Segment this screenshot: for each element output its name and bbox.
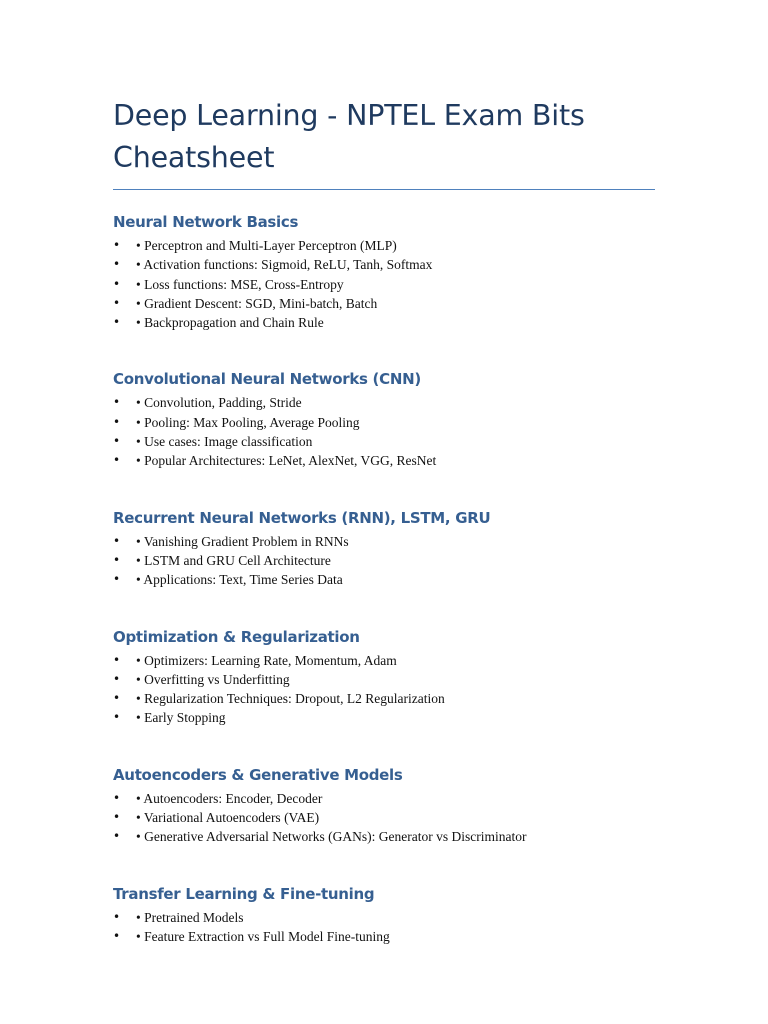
list-item [113, 313, 655, 332]
list-item-text: • Optimizers: Learning Rate, Momentum, Adam [136, 652, 397, 668]
list-item [113, 275, 655, 294]
list-item-text: • Generative Adversarial Networks (GANs): Generator vs Discriminator [136, 829, 527, 845]
list-item [113, 432, 655, 451]
section-heading: Neural Network Basics [113, 213, 299, 231]
list-item [113, 451, 655, 470]
list-item-text: • Autoencoders: Encoder, Decoder [136, 790, 323, 806]
bullet-icon: • [113, 909, 121, 924]
list-item-text: • Applications: Text, Time Series Data [136, 572, 343, 588]
bullet-icon: • [113, 652, 121, 667]
section-optimization-regularization [113, 627, 655, 728]
list-item [113, 393, 655, 412]
bullet-icon: • [113, 414, 121, 429]
section-heading: Optimization & Regularization [113, 627, 360, 646]
bullet-list [113, 651, 655, 728]
list-item [113, 708, 655, 727]
list-item-text: • Perceptron and Multi-Layer Perceptron (MLP) [136, 238, 397, 253]
section-heading: Recurrent Neural Networks (RNN), LSTM, GRU [113, 508, 491, 527]
section-heading: Convolutional Neural Networks (CNN) [113, 370, 421, 389]
bullet-icon: • [113, 257, 121, 272]
list-item [113, 255, 655, 274]
list-item [113, 236, 655, 255]
list-item-text: • Gradient Descent: SGD, Mini-batch, Batch [136, 295, 378, 311]
list-item-text: • Backpropagation and Chain Rule [136, 315, 324, 331]
bullet-icon: • [113, 790, 121, 805]
section-heading: Transfer Learning & Fine-tuning [113, 884, 375, 903]
list-item-text: • Variational Autoencoders (VAE) [136, 810, 320, 826]
list-item-text: • Vanishing Gradient Problem in RNNs [136, 533, 349, 549]
bullet-list [113, 908, 655, 947]
list-item-text: • Convolution, Padding, Stride [136, 395, 302, 411]
bullet-icon: • [113, 315, 121, 330]
bullet-icon: • [113, 671, 121, 686]
list-item-text: • LSTM and GRU Cell Architecture [136, 552, 331, 568]
list-item-text: • Popular Architectures: LeNet, AlexNet, VGG, ResNet [136, 453, 437, 469]
section-cnn [113, 369, 655, 470]
list-item-text: • Pooling: Max Pooling, Average Pooling [136, 414, 360, 430]
bullet-icon: • [113, 928, 121, 943]
list-item-text: • Loss functions: MSE, Cross-Entropy [136, 276, 344, 292]
bullet-icon: • [113, 533, 121, 548]
section-autoencoders-generative [113, 765, 655, 847]
list-item [113, 294, 655, 313]
bullet-list [113, 236, 655, 332]
list-item [113, 651, 655, 670]
section-neural-network-basics [113, 212, 655, 332]
bullet-icon: • [113, 395, 121, 410]
bullet-list [113, 532, 655, 590]
bullet-icon: • [113, 710, 121, 725]
title-divider [113, 189, 655, 190]
list-item [113, 532, 655, 551]
list-item-text: • Activation functions: Sigmoid, ReLU, Tanh, Softmax [136, 257, 433, 273]
list-item-text: • Use cases: Image classification [136, 434, 313, 450]
list-item [113, 689, 655, 708]
list-item-text: • Regularization Techniques: Dropout, L2 Regularization [136, 691, 445, 707]
section-heading: Autoencoders & Generative Models [113, 765, 403, 784]
list-item-text: • Overfitting vs Underfitting [136, 671, 290, 687]
bullet-icon: • [113, 552, 121, 567]
bullet-icon: • [113, 453, 121, 468]
document-page [113, 95, 655, 946]
bullet-icon: • [113, 276, 121, 291]
bullet-icon: • [113, 572, 121, 587]
bullet-icon: • [113, 829, 121, 844]
list-item-text: • Feature Extraction vs Full Model Fine-tuning [136, 928, 390, 944]
list-item-text: • Early Stopping [136, 710, 226, 726]
list-item [113, 789, 655, 808]
list-item [113, 827, 655, 846]
bullet-icon: • [113, 691, 121, 706]
section-rnn-lstm-gru [113, 508, 655, 590]
bullet-icon: • [113, 295, 121, 310]
list-item [113, 413, 655, 432]
list-item [113, 927, 655, 946]
bullet-list [113, 789, 655, 847]
list-item [113, 670, 655, 689]
document-title: Deep Learning - NPTEL Exam Bits Cheatsheet [113, 99, 585, 174]
section-transfer-learning [113, 884, 655, 947]
list-item [113, 551, 655, 570]
list-item [113, 808, 655, 827]
list-item [113, 908, 655, 927]
list-item [113, 570, 655, 589]
bullet-icon: • [113, 238, 121, 252]
bullet-icon: • [113, 810, 121, 825]
bullet-icon: • [113, 434, 121, 449]
bullet-list [113, 393, 655, 470]
list-item-text: • Pretrained Models [136, 909, 244, 925]
